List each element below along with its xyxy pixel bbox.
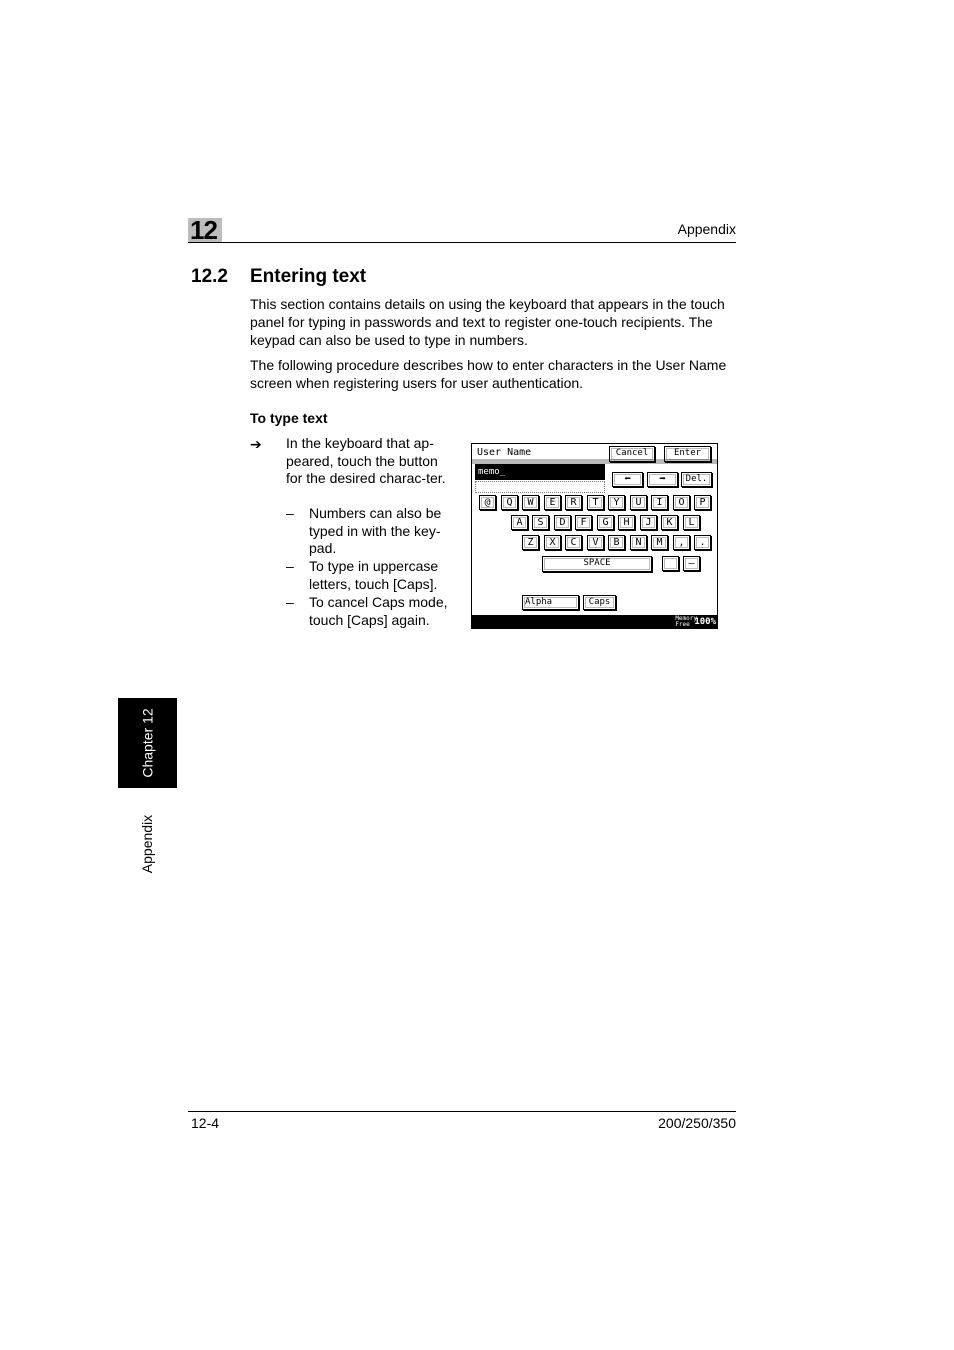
memory-percent: 100% (694, 617, 716, 627)
note-item (286, 558, 446, 594)
side-tab-section-label: Appendix (139, 814, 156, 874)
key-x[interactable]: X (544, 535, 561, 550)
key-d[interactable]: D (554, 515, 571, 530)
key-comma[interactable]: , (673, 535, 690, 550)
key-w[interactable]: W (522, 495, 539, 510)
key-g[interactable]: G (597, 515, 614, 530)
note-item (286, 594, 446, 648)
field-underline (475, 481, 605, 493)
header-rule (188, 242, 736, 243)
procedure-heading: To type text (250, 410, 328, 426)
key-s[interactable]: S (532, 515, 549, 530)
dash-bullet: – (286, 505, 294, 521)
model-number: 200/250/350 (658, 1115, 736, 1131)
chapter-number: 12 (190, 215, 217, 245)
key-period[interactable]: . (694, 535, 711, 550)
key-at[interactable]: @ (479, 495, 496, 510)
panel-title: User Name (477, 447, 532, 458)
section-title: Entering text (250, 266, 367, 287)
key-e[interactable]: E (544, 495, 561, 510)
key-m[interactable]: M (651, 535, 668, 550)
key-h[interactable]: H (618, 515, 635, 530)
procedure-paragraph: The following procedure describes how to enter characters in the User Name screen when registering users for user authentication. (250, 357, 727, 391)
enter-button[interactable]: Enter (664, 446, 711, 462)
key-a[interactable]: A (511, 515, 528, 530)
key-o[interactable]: O (673, 495, 690, 510)
key-dash[interactable]: — (683, 556, 700, 571)
caps-button[interactable]: Caps (583, 595, 616, 610)
note-text: To type in uppercase letters, touch [Caps]. (309, 558, 439, 592)
key-t[interactable]: T (587, 495, 604, 510)
intro-paragraph: This section contains details on using the keyboard that appears in the touch panel for typing in passwords and text to register one-touch recipients. The keypad can also be used to type in numbers. (250, 296, 725, 348)
user-name-field[interactable]: memo_ (475, 464, 605, 480)
running-header: Appendix (677, 221, 736, 237)
key-y[interactable]: Y (608, 495, 625, 510)
key-r[interactable]: R (565, 495, 582, 510)
dash-bullet: – (286, 558, 294, 574)
left-arrow-button[interactable]: ⬅ (612, 472, 643, 487)
key-l[interactable]: L (683, 515, 700, 530)
section-number: 12.2 (191, 266, 228, 287)
key-b[interactable]: B (608, 535, 625, 550)
alpha-button[interactable]: Alpha (522, 595, 579, 610)
touch-panel-screenshot (471, 443, 718, 629)
delete-button[interactable]: Del. (681, 472, 712, 487)
memory-label: Memory Free (675, 615, 697, 628)
dash-bullet: – (286, 594, 294, 610)
right-arrow-button[interactable]: ➡ (647, 472, 678, 487)
footer-rule (188, 1111, 736, 1112)
key-p[interactable]: P (694, 495, 711, 510)
status-bar (472, 615, 717, 629)
key-i[interactable]: I (651, 495, 668, 510)
side-tab-chapter-label: Chapter 12 (139, 708, 156, 778)
key-k[interactable]: K (661, 515, 678, 530)
key-c[interactable]: C (565, 535, 582, 550)
key-z[interactable]: Z (522, 535, 539, 550)
key-u[interactable]: U (630, 495, 647, 510)
key-v[interactable]: V (587, 535, 604, 550)
space-button[interactable]: SPACE (542, 556, 652, 572)
note-text: Numbers can also be typed in with the key-pad. (309, 505, 442, 556)
note-item (286, 505, 446, 559)
key-f[interactable]: F (575, 515, 592, 530)
page-number: 12-4 (191, 1115, 220, 1131)
key-j[interactable]: J (640, 515, 657, 530)
step-arrow-icon: ➔ (250, 436, 262, 452)
step-text: In the keyboard that ap-peared, touch the button for the desired charac-ter. (286, 435, 446, 486)
cancel-button[interactable]: Cancel (609, 446, 655, 462)
key-q[interactable]: Q (501, 495, 518, 510)
key-blank[interactable] (662, 556, 679, 571)
note-text: To cancel Caps mode, touch [Caps] again. (309, 594, 448, 628)
key-n[interactable]: N (630, 535, 647, 550)
